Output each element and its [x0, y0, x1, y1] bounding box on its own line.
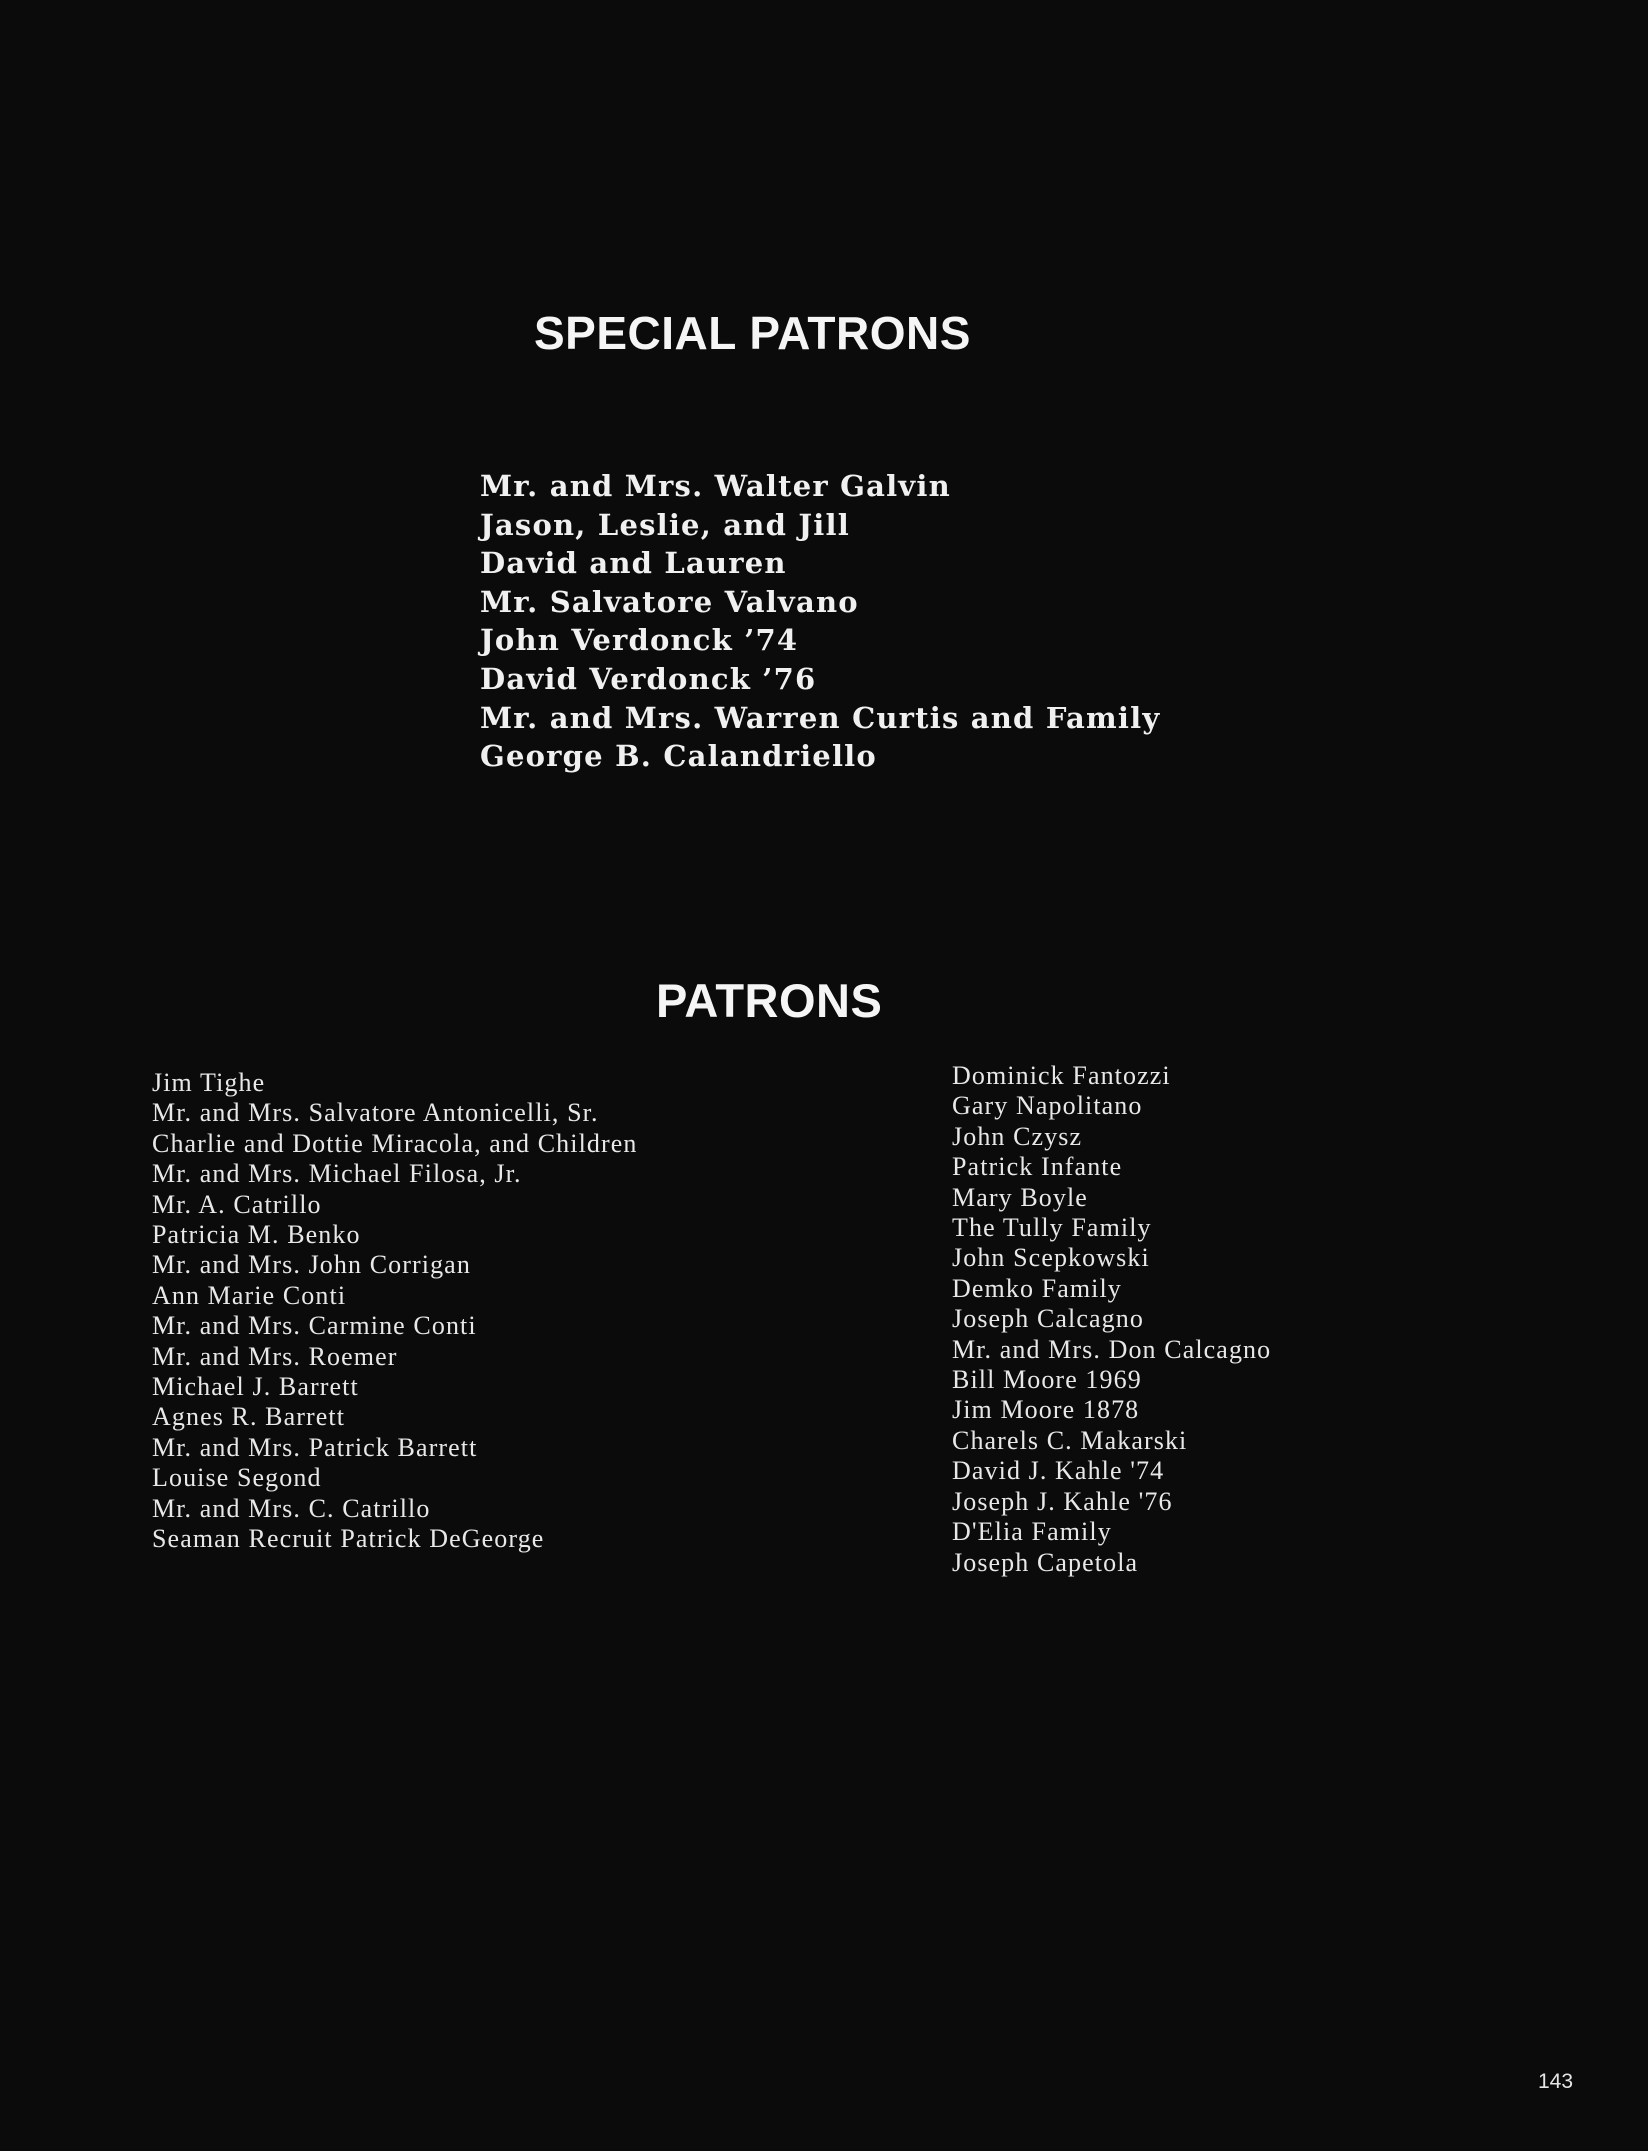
list-item: Mr. and Mrs. Don Calcagno	[952, 1334, 1272, 1364]
list-item: Mr. and Mrs. Warren Curtis and Family	[480, 700, 1161, 735]
list-item: Michael J. Barrett	[152, 1372, 359, 1402]
list-item: Mr. and Mrs. Patrick Barrett	[152, 1432, 478, 1462]
list-item: Gary Napolitano	[952, 1091, 1143, 1121]
list-item: Charlie and Dottie Miracola, and Children	[152, 1128, 638, 1158]
patrons-title: PATRONS	[656, 974, 883, 1027]
list-item: Patricia M. Benko	[152, 1220, 361, 1250]
list-item: Joseph Calcagno	[952, 1304, 1144, 1334]
list-item: John Czysz	[952, 1121, 1083, 1151]
list-item: Ann Marie Conti	[152, 1280, 347, 1310]
list-item: Mr. A. Catrillo	[152, 1189, 322, 1219]
list-item: Mr. and Mrs. Salvatore Antonicelli, Sr.	[152, 1098, 599, 1128]
patrons-right-column	[952, 1061, 1271, 1578]
list-item: Mr. and Mrs. John Corrigan	[152, 1250, 471, 1280]
list-item: Agnes R. Barrett	[152, 1402, 346, 1432]
page-number: 143	[1538, 2070, 1574, 2093]
list-item: Louise Segond	[152, 1463, 322, 1493]
list-item: John Scepkowski	[952, 1243, 1150, 1273]
list-item: Jim Moore 1878	[952, 1395, 1140, 1425]
list-item: Mr. and Mrs. Carmine Conti	[152, 1311, 477, 1341]
list-item: Mr. and Mrs. Walter Galvin	[480, 469, 951, 503]
list-item: Patrick Infante	[952, 1152, 1123, 1182]
list-item: Mr. Salvatore Valvano	[480, 584, 859, 619]
list-item: Mr. and Mrs. C. Catrillo	[152, 1493, 431, 1523]
list-item: Mary Boyle	[952, 1182, 1088, 1212]
list-item: David Verdonck ’76	[480, 661, 817, 696]
list-item: John Verdonck ’74	[480, 623, 799, 658]
list-item: D'Elia Family	[952, 1517, 1112, 1547]
list-item: George B. Calandriello	[480, 739, 877, 774]
list-item: Bill Moore 1969	[952, 1365, 1142, 1395]
special-patrons-list	[480, 467, 1160, 776]
list-item: The Tully Family	[952, 1213, 1152, 1243]
special-patrons-title: SPECIAL PATRONS	[534, 307, 971, 359]
list-item: Seaman Recruit Patrick DeGeorge	[152, 1524, 545, 1554]
list-item: Joseph J. Kahle '76	[952, 1486, 1173, 1516]
list-item: David J. Kahle '74	[952, 1456, 1165, 1486]
list-item: Dominick Fantozzi	[952, 1061, 1171, 1090]
patrons-left-column	[152, 1068, 638, 1555]
list-item: Jason, Leslie, and Jill	[480, 507, 850, 542]
list-item: Demko Family	[952, 1273, 1122, 1303]
list-item: Joseph Capetola	[952, 1547, 1139, 1577]
list-item: Jim Tighe	[152, 1068, 266, 1097]
list-item: Mr. and Mrs. Roemer	[152, 1341, 398, 1371]
list-item: David and Lauren	[480, 546, 787, 581]
list-item: Mr. and Mrs. Michael Filosa, Jr.	[152, 1159, 522, 1189]
list-item: Charels C. Makarski	[952, 1425, 1188, 1455]
